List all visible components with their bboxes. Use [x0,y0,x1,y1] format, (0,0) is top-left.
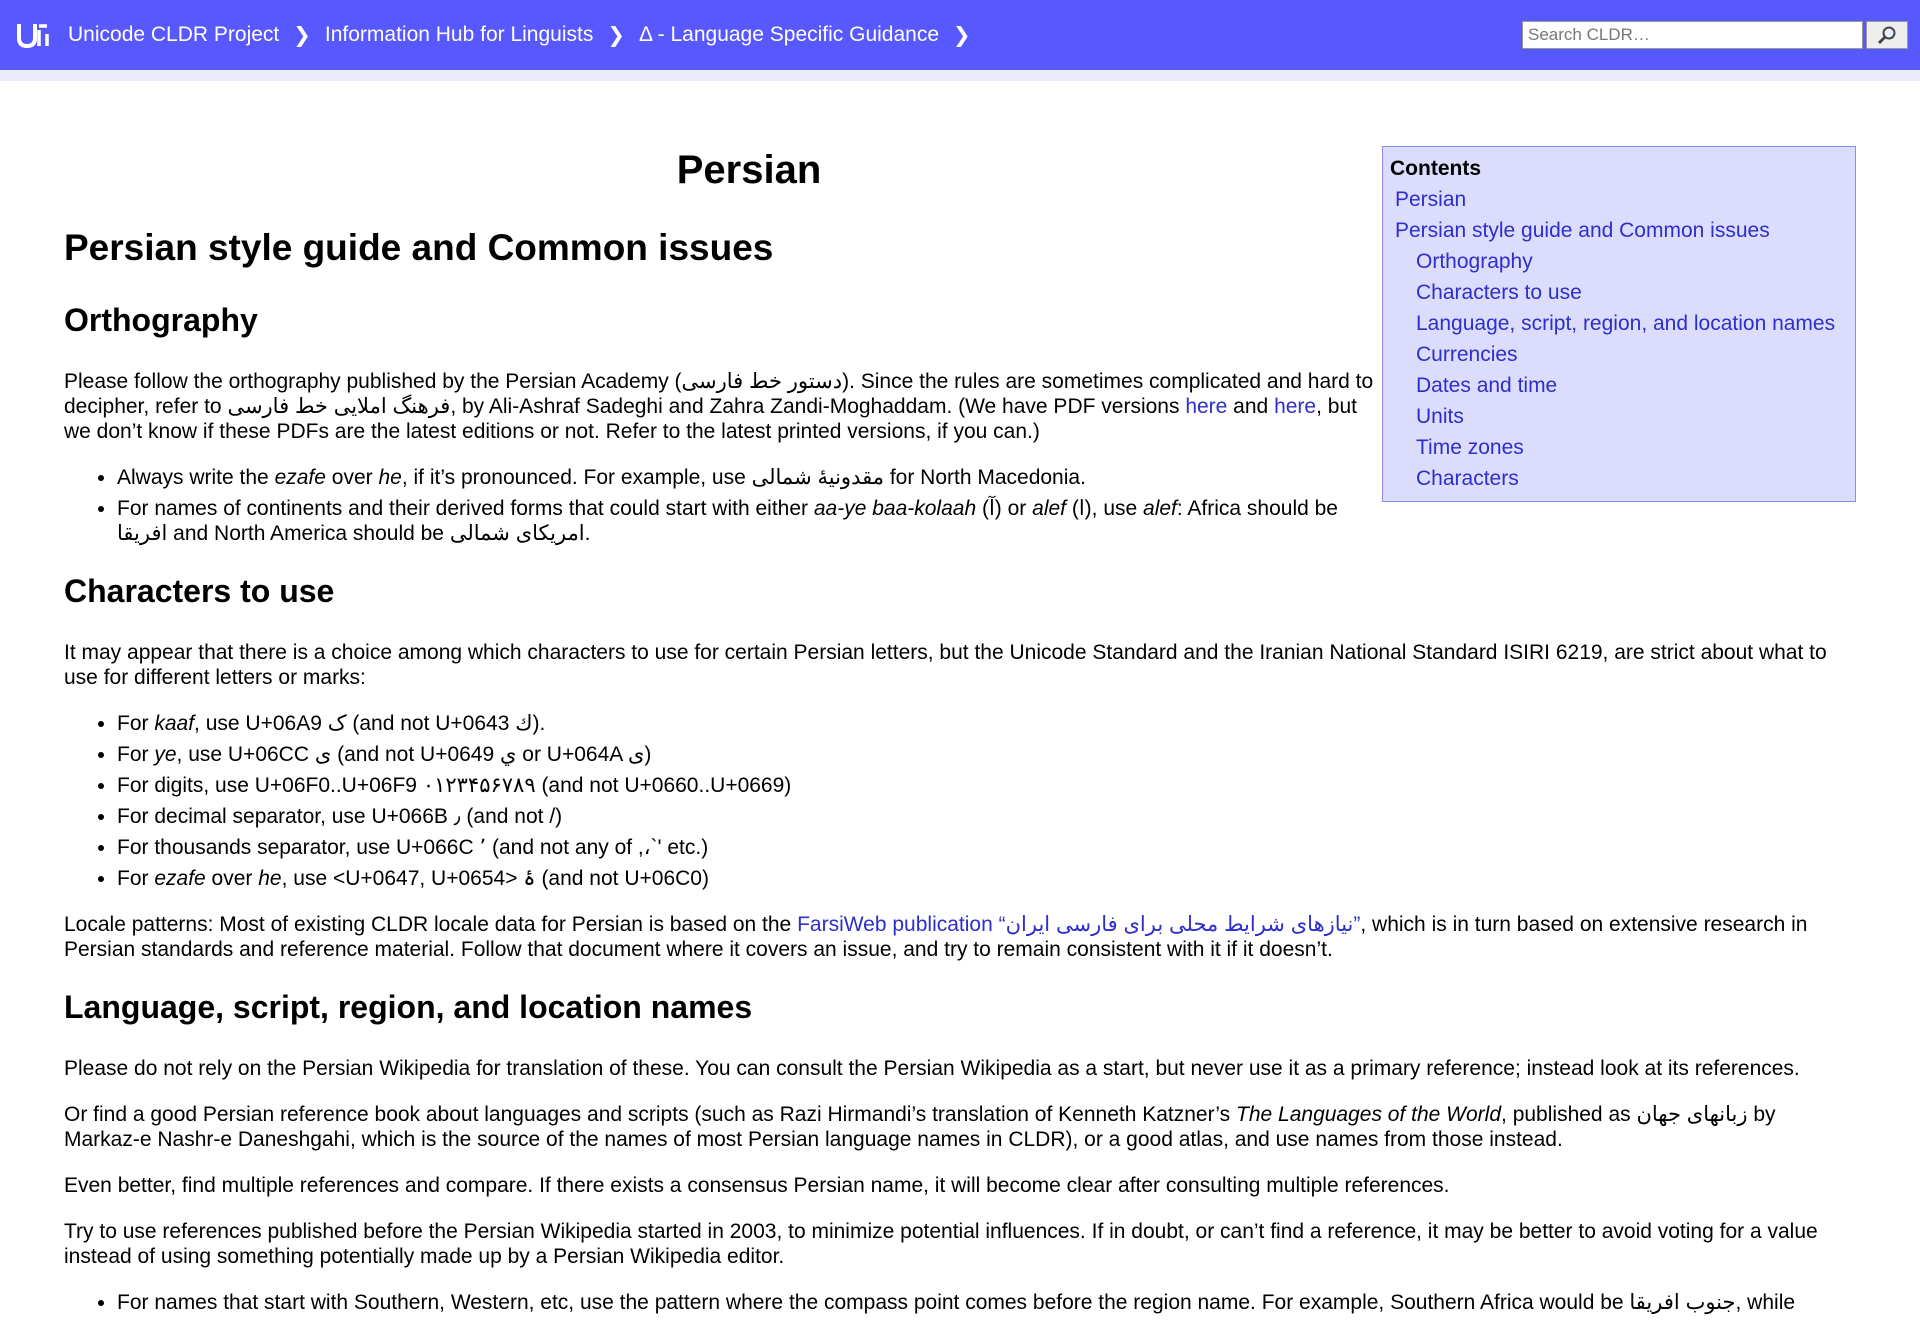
search-input[interactable] [1522,21,1863,49]
persian-text: جنوب افریقا [1629,1291,1736,1314]
characters-list [64,711,1856,891]
toc-item-dates-and-time[interactable]: Dates and time [1416,374,1558,397]
persian-text: فرهنگ املایی خط فارسی [227,395,451,418]
search-box [1522,21,1908,49]
list-item [117,711,1856,736]
toc-item-orthography[interactable]: Orthography [1416,250,1533,273]
text: , use <U+0647, U+0654> ۀ (and not U+06C0) [281,867,709,890]
text: For names that start with Southern, Western, etc, use the pattern where the compass point comes before the region name. For example, Southern Africa would be [117,1291,1630,1314]
toc-item-style-guide[interactable]: Persian style guide and Common issues [1395,219,1770,242]
orthography-paragraph [64,369,1374,444]
locale-patterns-paragraph [64,912,1856,962]
list-item: • For digits, use U+06F0..U+06F9 ۰۱۲۳۴۵۶۷۸۹ (and not U+0660..U+0669) [117,773,1856,798]
text: For names of continents and their derived forms that could start with either [117,497,814,520]
toc-item-characters-to-use[interactable]: Characters to use [1416,281,1582,304]
list-item [117,465,1374,490]
list-item: • For decimal separator, use U+066B ٫ (and not /) [117,804,1856,829]
breadcrumb-separator: ❯ [953,23,971,47]
heading-orthography: Orthography [64,302,258,338]
persian-text: افریقا [117,522,168,545]
names-list [64,1290,1856,1315]
breadcrumb-separator: ❯ [293,23,311,47]
names-paragraph-2 [64,1102,1856,1152]
unicode-logo-icon[interactable] [14,17,52,53]
names-paragraph-1: Please do not rely on the Persian Wikipedia for translation of these. You can consult the Persian Wikipedia as a start, but never use it as a primary reference; instead look at its references. [64,1057,1800,1080]
text: (ا), use [1066,497,1144,520]
orthography-list [64,465,1374,546]
toc-item-time-zones[interactable]: Time zones [1416,436,1524,459]
list-item [117,866,1856,891]
text: , published as [1501,1103,1637,1126]
text: Always write the [117,466,275,489]
text: , if it’s pronounced. For example, use [401,466,752,489]
pdf-link-1[interactable]: here [1185,395,1228,418]
breadcrumb-information-hub[interactable]: Information Hub for Linguists [324,23,594,46]
text: . [584,522,591,545]
toc-item-persian[interactable]: Persian [1395,188,1467,211]
toc-item-characters[interactable]: Characters [1416,467,1519,490]
persian-text: مقدونیهٔ شمالی [751,466,884,489]
text: , while [1735,1291,1796,1314]
term: ezafe [154,867,206,890]
text: For [117,743,155,766]
magnifier-icon [1877,25,1897,45]
text: by Markaz-e Nashr-e Daneshgahi, which is the source of the names of most Persian language names in CLDR), or a good atlas, and use names from those instead. [64,1103,1776,1151]
list-item: • For thousands separator, use U+066C ٬ (and not any of ,،`' etc.) [117,835,1856,860]
text: , which is in turn based on extensive research in Persian standards and reference material. Follow that document where it covers an issue, and try to remain consistent with it if it doesn’t. [64,913,1808,961]
text: , use U+06CC ی (and not U+0649 ي or U+064A ى) [176,743,652,766]
persian-text: زبانهای جهان [1636,1103,1748,1126]
heading-style-guide: Persian style guide and Common issues [64,227,774,268]
main-content [64,140,1856,1336]
persian-text: امریکای شمالی [449,522,585,545]
term: alef [1143,497,1177,520]
toc-item-units[interactable]: Units [1416,405,1464,428]
text: For [117,712,155,735]
term: he [258,867,282,890]
term: he [378,466,402,489]
term: alef [1032,497,1066,520]
text: and [1227,395,1275,418]
text: Or find a good Persian reference book about languages and scripts (such as Razi Hirmandi’s translation of Kenneth Katzner’s [64,1103,1237,1126]
book-title: The Languages of the World [1236,1103,1502,1126]
heading-characters-to-use: Characters to use [64,573,335,609]
text: Locale patterns: Most of existing CLDR locale data for Persian is based on the [64,913,798,936]
text: over [205,867,259,890]
search-button[interactable] [1866,21,1908,49]
text: and North America should be [167,522,450,545]
page-title: Persian [676,148,822,192]
term: kaaf [154,712,195,735]
text: , by Ali-Ashraf Sadeghi and Zahra Zandi-Moghaddam. (We have PDF versions [450,395,1186,418]
list-item [117,742,1856,767]
toc-title: Contents [1390,157,1481,180]
text: : Africa should be [1176,497,1338,520]
toc-item-names[interactable]: Language, script, region, and location names [1416,312,1836,335]
text: (آ) or [976,497,1033,520]
names-paragraph-3: Even better, find multiple references and compare. If there exists a consensus Persian name, it will become clear after consulting multiple references. [64,1174,1450,1197]
persian-text: دستور خط فارسی [681,370,843,393]
breadcrumb-separator: ❯ [607,23,625,47]
names-paragraph-4: Try to use references published before the Persian Wikipedia started in 2003, to minimize potential influences. If in doubt, or can’t find a reference, it may be better to avoid voting for a value instead of using something potentially made up by a Persian Wikipedia editor. [64,1220,1818,1268]
text: Please follow the orthography published by the Persian Academy ( [64,370,682,393]
text: For [117,867,155,890]
characters-intro: It may appear that there is a choice among which characters to use for certain Persian letters, but the Unicode Standard and the Iranian National Standard ISIRI 6219, are strict about what to use for different letters or marks: [64,641,1827,689]
text: , but we don’t know if these PDFs are the latest editions or not. Refer to the latest printed versions, if you can.) [64,395,1357,443]
breadcrumb-language-guidance[interactable]: Δ - Language Specific Guidance [638,23,940,46]
list-item [117,1290,1856,1315]
text: for North Macedonia. [883,466,1086,489]
breadcrumb-cldr-project[interactable]: Unicode CLDR Project [68,23,280,46]
pdf-link-2[interactable]: here [1274,395,1317,418]
text: over [325,466,379,489]
toc-item-currencies[interactable]: Currencies [1416,343,1518,366]
text: , use U+06A9 ک (and not U+0643 ك). [194,712,546,735]
top-bar [0,0,1920,70]
term: aa-ye baa-kolaah [813,497,977,520]
term: ezafe [274,466,326,489]
text: ). Since the rules are sometimes complicated and hard to decipher, refer to [64,370,1374,418]
breadcrumb [68,23,985,48]
farsiweb-publication-link[interactable]: FarsiWeb publication “نیازهای شرایط محلی برای فارسی ایران” [797,913,1361,936]
heading-names: Language, script, region, and location names [64,989,753,1025]
term: ye [154,743,177,766]
list-item [117,496,1374,546]
top-bar-stripe [0,70,1920,81]
